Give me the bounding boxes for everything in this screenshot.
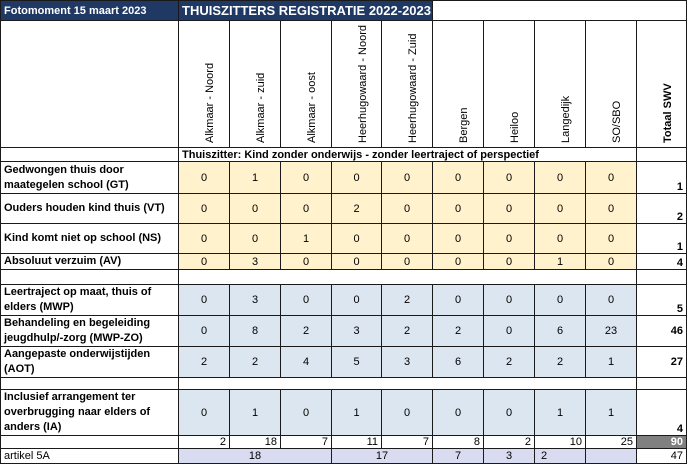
column-sum: 8 (433, 436, 484, 449)
table-cell: 3 (230, 285, 281, 316)
row-total: 4 (637, 254, 687, 270)
table-cell: 0 (281, 285, 332, 316)
table-cell: 0 (332, 285, 382, 316)
artikel-heerhugowaard: 17 (332, 449, 433, 464)
table-cell: 0 (281, 254, 332, 270)
column-sum: 7 (382, 436, 433, 449)
table-cell: 0 (382, 254, 433, 270)
table-cell: 4 (281, 347, 332, 378)
table-cell: 0 (484, 390, 535, 436)
column-sum: 2 (179, 436, 230, 449)
col-header-heerhugowaard-noord: Heerhugowaard - Noord (332, 21, 382, 148)
table-cell: 0 (332, 224, 382, 254)
col-header-heiloo: Heiloo (484, 21, 535, 148)
table-cell: 6 (535, 316, 586, 347)
table-cell: 0 (332, 162, 382, 194)
table-cell: 3 (382, 347, 433, 378)
table-cell: 23 (586, 316, 637, 347)
table-cell: 0 (382, 390, 433, 436)
table-cell: 2 (332, 194, 382, 224)
table-cell: 1 (332, 390, 382, 436)
table-cell: 1 (535, 390, 586, 436)
table-cell: 0 (586, 285, 637, 316)
table-cell: 0 (179, 162, 230, 194)
table-cell: 0 (179, 194, 230, 224)
table-cell: 2 (433, 316, 484, 347)
column-sum: 25 (586, 436, 637, 449)
table-cell: 0 (484, 254, 535, 270)
col-header-bergen: Bergen (433, 21, 484, 148)
table-cell: 0 (586, 224, 637, 254)
table-cell: 0 (484, 162, 535, 194)
table-cell: 0 (382, 224, 433, 254)
table-cell: 1 (535, 254, 586, 270)
section-label: Thuiszitter: Kind zonder onderwijs - zonder leertraject of perspectief (179, 148, 637, 162)
col-header-heerhugowaard-zuid: Heerhugowaard - Zuid (382, 21, 433, 148)
row-label-mwp-zo: Behandeling en begeleiding jeugdhulp/-zorg (MWP-ZO) (1, 316, 179, 347)
artikel-label: artikel 5A (1, 449, 179, 464)
column-sum: 18 (230, 436, 281, 449)
table-cell: 1 (586, 347, 637, 378)
table-cell: 1 (281, 224, 332, 254)
table-cell: 0 (586, 162, 637, 194)
table-cell: 0 (586, 194, 637, 224)
table-cell: 2 (484, 347, 535, 378)
row-label-gt: Gedwongen thuis door maategelen school (GT) (1, 162, 179, 194)
row-total: 1 (637, 224, 687, 254)
table-cell: 0 (535, 194, 586, 224)
table-cell: 0 (179, 285, 230, 316)
table-cell: 0 (433, 390, 484, 436)
table-cell: 0 (281, 162, 332, 194)
col-header-so-sbo: SO/SBO (586, 21, 637, 148)
row-total: 1 (637, 162, 687, 194)
table-cell: 0 (382, 194, 433, 224)
table-cell: 8 (230, 316, 281, 347)
row-total: 4 (637, 390, 687, 436)
table-cell: 0 (179, 224, 230, 254)
table-cell: 0 (433, 162, 484, 194)
row-total: 46 (637, 316, 687, 347)
artikel-alkmaar: 18 (179, 449, 332, 464)
table-cell: 0 (230, 224, 281, 254)
table-cell: 2 (535, 347, 586, 378)
row-total: 5 (637, 285, 687, 316)
row-label-mwp: Leertraject op maat, thuis of elders (MWP) (1, 285, 179, 316)
table-cell: 1 (230, 162, 281, 194)
table-cell: 1 (586, 390, 637, 436)
col-header-total: Totaal SWV (637, 21, 687, 148)
table-cell: 5 (332, 347, 382, 378)
table-cell: 0 (433, 224, 484, 254)
row-total: 2 (637, 194, 687, 224)
table-cell: 0 (332, 254, 382, 270)
artikel-heiloo: 3 (484, 449, 535, 464)
table-cell: 0 (281, 194, 332, 224)
table-cell: 3 (230, 254, 281, 270)
table-cell: 2 (230, 347, 281, 378)
column-sum: 2 (484, 436, 535, 449)
table-cell: 0 (484, 194, 535, 224)
column-sum: 11 (332, 436, 382, 449)
table-cell: 0 (382, 162, 433, 194)
table-cell: 0 (433, 254, 484, 270)
table-cell: 2 (281, 316, 332, 347)
row-label-aot: Aangepaste onderwijstijden (AOT) (1, 347, 179, 378)
artikel-total: 47 (637, 449, 687, 464)
table-cell: 0 (535, 285, 586, 316)
table-cell: 0 (433, 194, 484, 224)
table-cell: 0 (484, 285, 535, 316)
fotomoment-label: Fotomoment 15 maart 2023 (1, 1, 179, 21)
grand-total: 90 (637, 436, 687, 449)
row-total: 27 (637, 347, 687, 378)
col-header-alkmaar-zuid: Alkmaar - zuid (230, 21, 281, 148)
column-sum: 10 (535, 436, 586, 449)
table-cell: 2 (382, 285, 433, 316)
row-label-ia: Inclusief arrangement ter overbrugging naar elders of anders (IA) (1, 390, 179, 436)
table-cell: 1 (230, 390, 281, 436)
table-cell: 0 (535, 224, 586, 254)
table-cell: 0 (484, 224, 535, 254)
table-cell: 0 (586, 254, 637, 270)
table-cell: 0 (230, 194, 281, 224)
col-header-alkmaar-noord: Alkmaar - Noord (179, 21, 230, 148)
table-cell: 0 (179, 254, 230, 270)
table-cell: 0 (535, 162, 586, 194)
artikel-langedijk: 2 (535, 449, 586, 464)
artikel-bergen: 7 (433, 449, 484, 464)
table-cell: 0 (179, 316, 230, 347)
table-cell: 0 (484, 316, 535, 347)
col-header-alkmaar-oost: Alkmaar - oost (281, 21, 332, 148)
table-cell: 6 (433, 347, 484, 378)
col-header-langedijk: Langedijk (535, 21, 586, 148)
column-sum: 7 (281, 436, 332, 449)
row-label-av: Absoluut verzuim (AV) (1, 254, 179, 270)
row-label-ns: Kind komt niet op school (NS) (1, 224, 179, 254)
table-cell: 3 (332, 316, 382, 347)
sheet-title: THUISZITTERS REGISTRATIE 2022-2023 (179, 1, 433, 21)
table-cell: 2 (179, 347, 230, 378)
row-label-vt: Ouders houden kind thuis (VT) (1, 194, 179, 224)
table-cell: 0 (433, 285, 484, 316)
table-cell: 0 (281, 390, 332, 436)
table-cell: 2 (382, 316, 433, 347)
table-cell: 0 (179, 390, 230, 436)
